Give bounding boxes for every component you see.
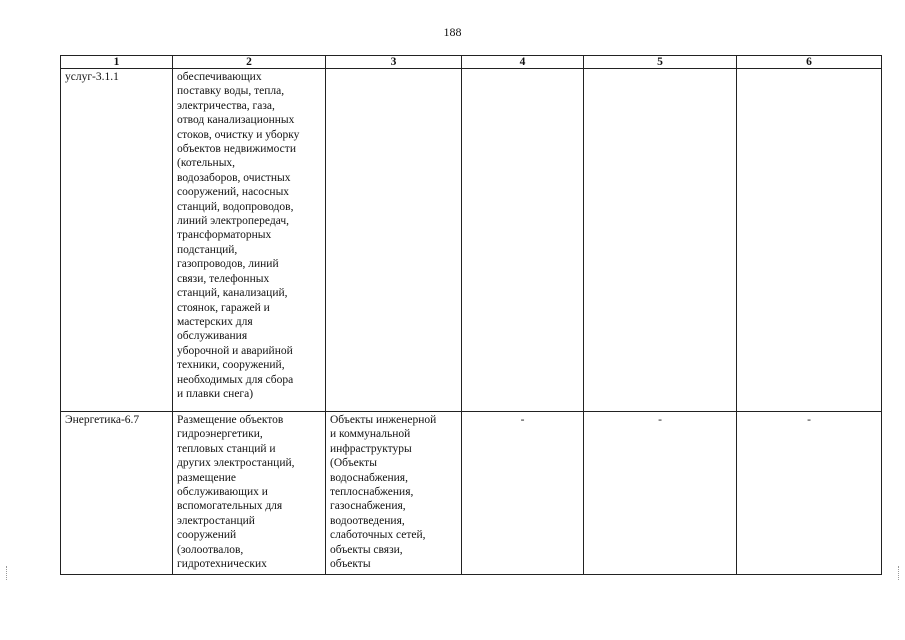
- cell-text-line: обслуживания: [177, 330, 248, 343]
- row-2-code: [61, 412, 173, 575]
- cell-text-line: услуг-3.1.1: [65, 71, 119, 83]
- cell-text-line: гидроэнергетики,: [177, 428, 263, 441]
- row-1-col5: [584, 69, 737, 412]
- cell-text-line: вспомогательных для: [177, 500, 283, 513]
- cell-text-line: сооружений: [177, 529, 237, 542]
- cell-text-line: электростанций: [177, 514, 255, 527]
- column-header-3: 3: [326, 56, 462, 69]
- cell-text-line: необходимых для сбора: [177, 373, 294, 386]
- cell-text-line: тепловых станций и: [177, 442, 276, 455]
- cell-text-line: техники, сооружений,: [177, 359, 285, 372]
- row-2-col4: -: [462, 412, 584, 575]
- cell-text-line: поставку воды, тепла,: [177, 85, 285, 98]
- row-1-code: [61, 69, 173, 412]
- cell-text-line: (Объекты: [330, 457, 377, 470]
- cell-text-line: сооружений, насосных: [177, 186, 290, 199]
- cell-text-line: водоснабжения,: [330, 471, 408, 484]
- cell-text-line: отвод канализационных: [177, 114, 295, 127]
- row-2-col3: [326, 412, 462, 575]
- cell-text-line: размещение: [177, 471, 236, 484]
- cell-text-line: мастерских для: [177, 315, 253, 328]
- column-header-5: 5: [584, 56, 737, 69]
- cell-text-line: объектов недвижимости: [177, 143, 296, 156]
- cell-text-line: и коммунальной: [330, 428, 411, 441]
- cell-text-line: связи, телефонных: [177, 272, 270, 285]
- cell-text-line: Размещение объектов: [177, 414, 284, 426]
- row-2-description: [173, 412, 326, 575]
- cell-text-line: газоснабжения,: [330, 500, 406, 513]
- row-2-col6: -: [737, 412, 882, 575]
- page-number: 188: [443, 25, 462, 39]
- cell-text-line: стоков, очистку и уборку: [177, 128, 300, 141]
- cell-text-line: водоотведения,: [330, 514, 405, 527]
- table-row: [61, 412, 882, 575]
- document-table: [60, 55, 882, 575]
- cell-text-line: подстанций,: [177, 243, 238, 256]
- cell-text-line: гидротехнических: [177, 558, 267, 571]
- column-header-1: 1: [61, 56, 173, 69]
- cell-text-line: (золоотвалов,: [177, 543, 244, 556]
- cell-text-line: объекты связи,: [330, 543, 403, 556]
- cell-text-line: трансформаторных: [177, 229, 272, 242]
- cell-text-line: обслуживающих и: [177, 486, 268, 499]
- cell-text-line: слаботочных сетей,: [330, 529, 426, 542]
- column-header-4: 4: [462, 56, 584, 69]
- cell-text-line: Объекты инженерной: [330, 414, 437, 426]
- table-header-row: [61, 56, 882, 69]
- cell-text-line: газопроводов, линий: [177, 258, 279, 271]
- cell-text-line: станций, водопроводов,: [177, 200, 294, 213]
- cell-text-line: и плавки снега): [177, 387, 254, 400]
- margin-tick-right: [898, 566, 900, 580]
- cell-text-line: Энергетика-6.7: [65, 414, 140, 426]
- row-2-col5: -: [584, 412, 737, 575]
- row-1-col4: [462, 69, 584, 412]
- cell-text-line: объекты: [330, 558, 371, 571]
- cell-text-line: обеспечивающих: [177, 71, 262, 83]
- cell-text-line: (котельных,: [177, 157, 236, 170]
- cell-text-line: линий электропередач,: [177, 215, 290, 228]
- row-1-col3: [326, 69, 462, 412]
- cell-text-line: стоянок, гаражей и: [177, 301, 270, 314]
- column-header-6: 6: [737, 56, 882, 69]
- cell-text-line: теплоснабжения,: [330, 486, 414, 499]
- cell-text-line: других электростанций,: [177, 457, 295, 470]
- table-row: [61, 69, 882, 412]
- cell-text-line: станций, канализаций,: [177, 287, 288, 300]
- margin-tick-left: [6, 566, 8, 580]
- cell-text-line: инфраструктуры: [330, 442, 412, 455]
- cell-text-line: уборочной и аварийной: [177, 344, 293, 357]
- cell-text-line: электричества, газа,: [177, 99, 275, 112]
- row-1-description: [173, 69, 326, 412]
- row-1-col6: [737, 69, 882, 412]
- cell-text-line: водозаборов, очистных: [177, 171, 291, 184]
- column-header-2: 2: [173, 56, 326, 69]
